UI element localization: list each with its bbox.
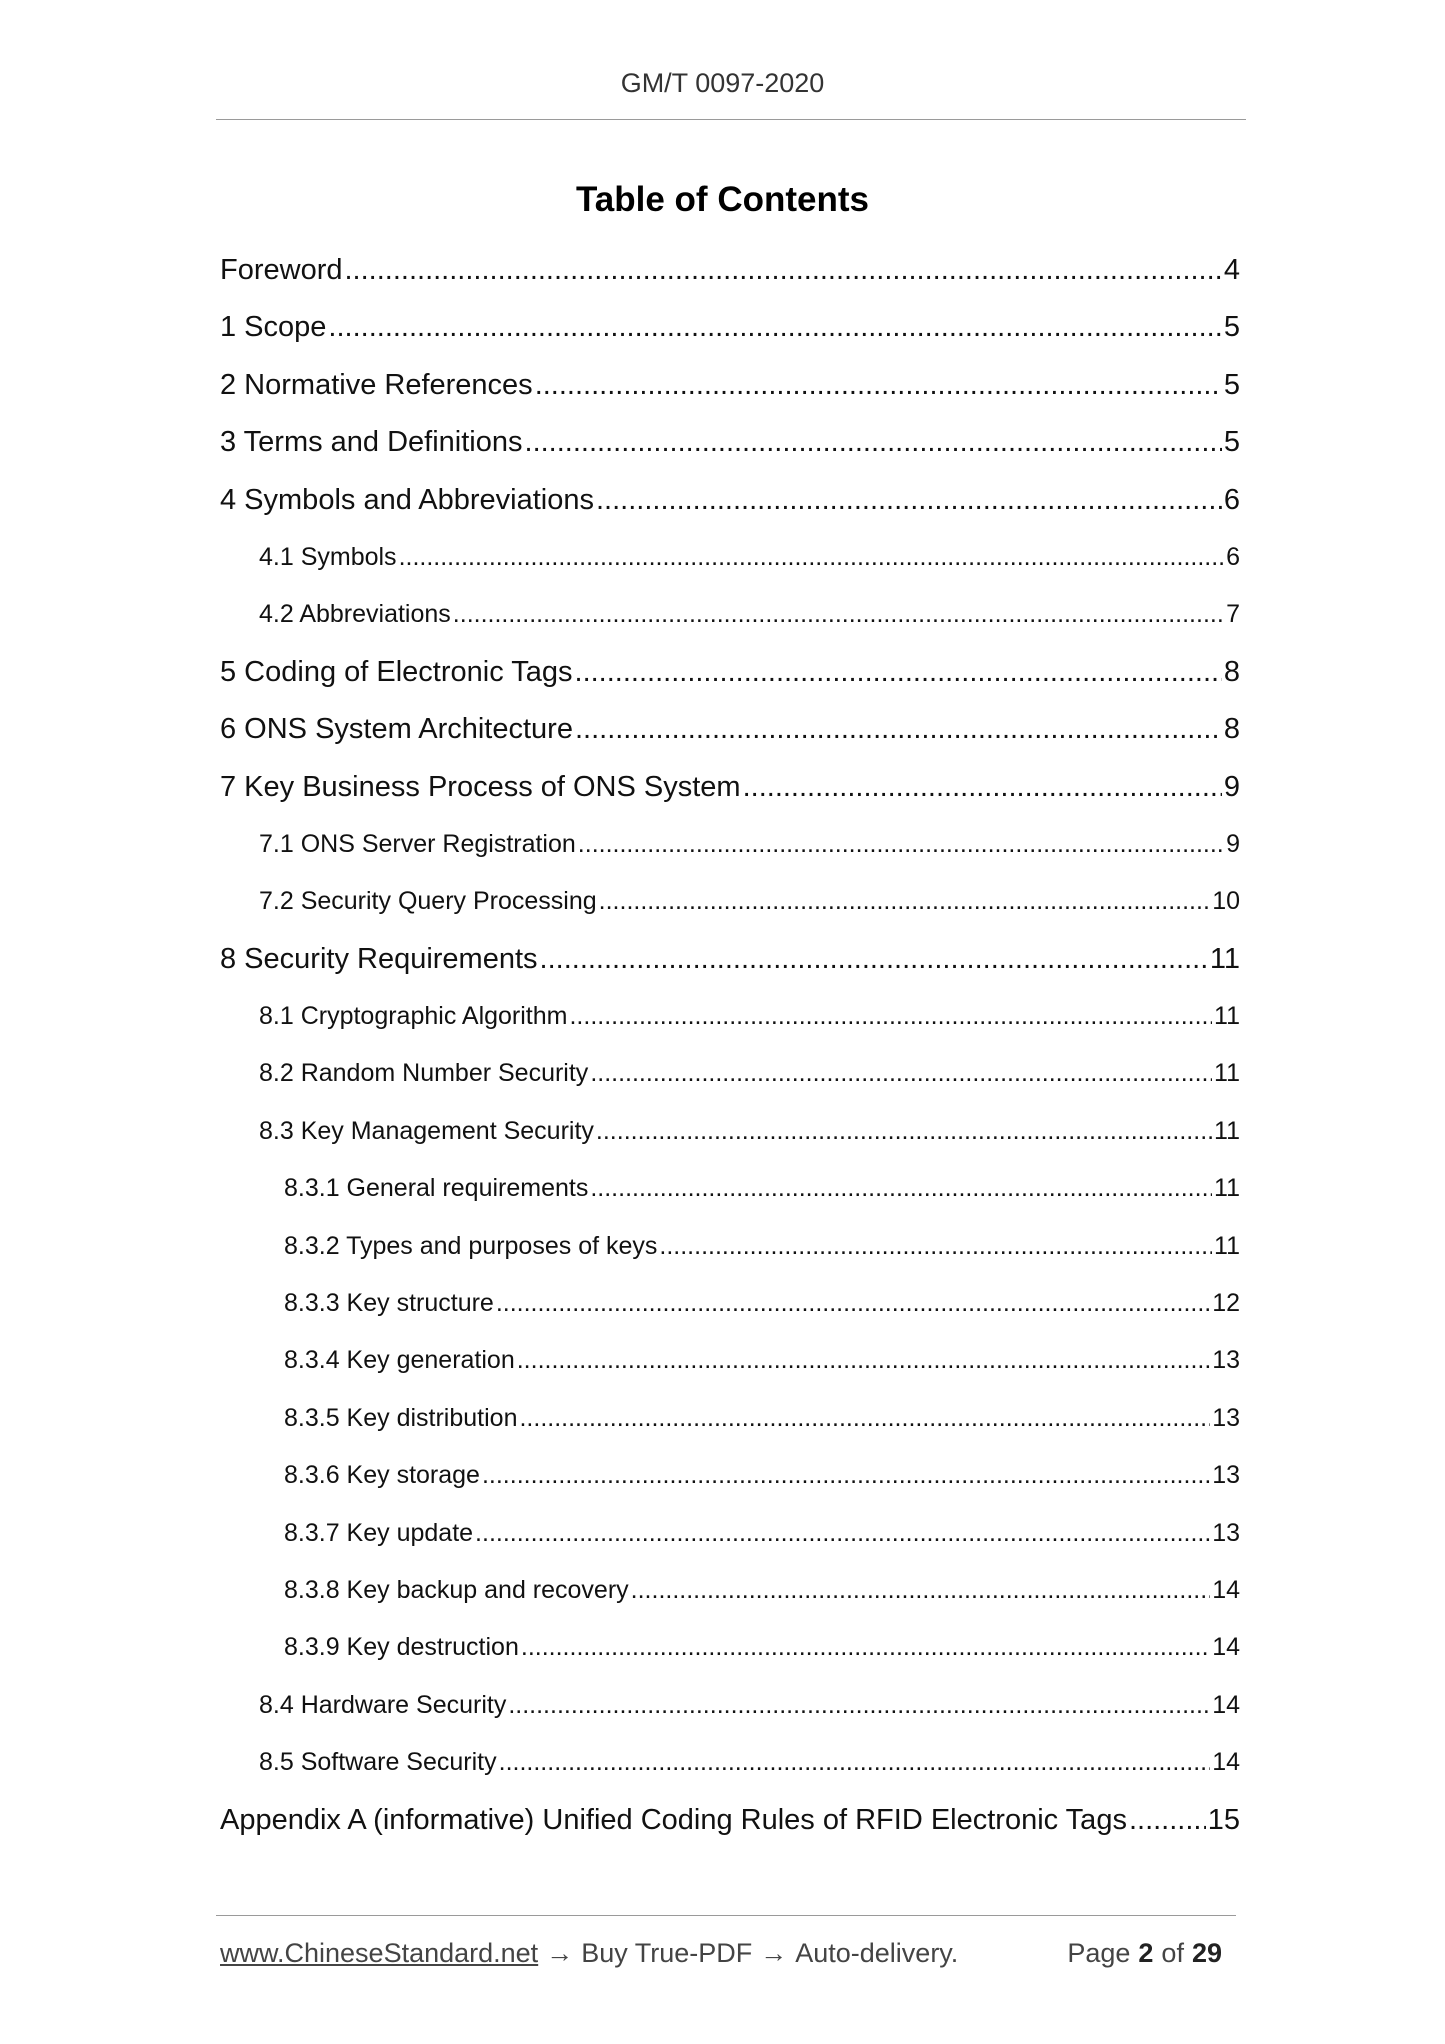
buy-true-pdf-text: Buy True-PDF — [581, 1938, 753, 1968]
toc-dot-leader — [519, 1396, 1210, 1440]
toc-entry-page-number: 4 — [1223, 254, 1240, 286]
header-divider — [216, 119, 1246, 120]
toc-entry[interactable] — [220, 1166, 1240, 1223]
toc-entry[interactable] — [220, 1224, 1240, 1281]
total-page-count: 29 — [1191, 1938, 1222, 1968]
toc-entry-label: 4.1 Symbols — [259, 542, 397, 571]
of-word: of — [1161, 1938, 1184, 1968]
toc-dot-leader — [743, 765, 1222, 809]
arrow-right-icon: → — [546, 1938, 574, 1968]
toc-entry-page-number: 14 — [1212, 1633, 1240, 1662]
page-word: Page — [1067, 1938, 1131, 1968]
toc-dot-leader — [525, 420, 1222, 464]
toc-dot-leader — [590, 1051, 1212, 1095]
toc-entry-label: 4.2 Abbreviations — [259, 600, 451, 629]
toc-entry-page-number: 14 — [1212, 1748, 1240, 1777]
toc-entry[interactable] — [220, 707, 1240, 764]
toc-dot-leader — [508, 1683, 1210, 1727]
toc-entry-label: 8.3.5 Key distribution — [284, 1403, 518, 1432]
toc-entry-label: 8.3.8 Key backup and recovery — [284, 1575, 629, 1604]
toc-entry[interactable] — [220, 1453, 1240, 1510]
toc-dot-leader — [569, 994, 1212, 1038]
toc-entry-label: 4 Symbols and Abbreviations — [220, 483, 594, 516]
toc-entry-page-number: 5 — [1223, 368, 1240, 401]
toc-entry-page-number: 11 — [1214, 1059, 1240, 1088]
toc-entry[interactable] — [220, 1625, 1240, 1682]
toc-entry-page-number: 6 — [1223, 483, 1240, 516]
footer-divider — [216, 1915, 1236, 1916]
toc-entry-label: 8.3.4 Key generation — [284, 1346, 515, 1375]
toc-dot-leader — [482, 1453, 1210, 1497]
toc-entry-page-number: 13 — [1212, 1403, 1240, 1432]
toc-entry[interactable] — [220, 937, 1240, 994]
toc-dot-leader — [345, 248, 1222, 292]
toc-entry-page-number: 8 — [1223, 655, 1240, 688]
toc-entry-page-number: 13 — [1212, 1346, 1240, 1375]
toc-dot-leader — [535, 363, 1222, 407]
toc-entry-label: Appendix A (informative) Unified Coding Rules of RFID Electronic Tags — [220, 1803, 1127, 1836]
toc-entry[interactable] — [220, 478, 1240, 535]
toc-dot-leader — [1129, 1798, 1206, 1842]
toc-entry[interactable] — [220, 592, 1240, 649]
toc-entry-page-number: 15 — [1207, 1803, 1240, 1836]
toc-dot-leader — [499, 1740, 1211, 1784]
toc-list — [220, 248, 1240, 1855]
toc-entry-page-number: 11 — [1209, 942, 1240, 975]
toc-entry[interactable] — [220, 822, 1240, 879]
toc-entry-page-number: 11 — [1214, 1002, 1240, 1031]
toc-entry-label: 8.3.9 Key destruction — [284, 1633, 519, 1662]
toc-entry-label: 8 Security Requirements — [220, 942, 538, 975]
toc-entry[interactable] — [220, 765, 1240, 822]
toc-entry-label: 5 Coding of Electronic Tags — [220, 655, 573, 688]
toc-entry-page-number: 11 — [1214, 1174, 1240, 1203]
toc-dot-leader — [521, 1625, 1210, 1669]
toc-entry-label: 8.4 Hardware Security — [259, 1690, 507, 1719]
toc-entry-page-number: 5 — [1223, 426, 1240, 459]
toc-entry-label: 8.3.3 Key structure — [284, 1289, 494, 1318]
toc-entry-label: 7.2 Security Query Processing — [259, 887, 597, 916]
toc-entry[interactable] — [220, 1396, 1240, 1453]
toc-dot-leader — [596, 478, 1222, 522]
toc-dot-leader — [328, 305, 1221, 349]
toc-entry-label: 7.1 ONS Server Registration — [259, 829, 576, 858]
toc-entry-page-number: 13 — [1212, 1461, 1240, 1490]
toc-entry-label: 7 Key Business Process of ONS System — [220, 770, 741, 803]
toc-dot-leader — [578, 822, 1224, 866]
toc-entry-page-number: 10 — [1212, 887, 1240, 916]
toc-dot-leader — [496, 1281, 1210, 1325]
toc-entry[interactable] — [220, 363, 1240, 420]
toc-dot-leader — [599, 879, 1211, 923]
toc-entry[interactable] — [220, 879, 1240, 936]
toc-dot-leader — [453, 592, 1224, 636]
toc-entry[interactable] — [220, 535, 1240, 592]
toc-entry-label: 8.3.6 Key storage — [284, 1461, 480, 1490]
toc-entry-page-number: 8 — [1223, 713, 1240, 746]
toc-entry[interactable] — [220, 1338, 1240, 1395]
toc-entry[interactable] — [220, 1281, 1240, 1338]
toc-entry-page-number: 9 — [1226, 829, 1240, 858]
toc-entry-page-number: 13 — [1212, 1518, 1240, 1547]
toc-entry-label: 3 Terms and Definitions — [220, 426, 523, 459]
toc-dot-leader — [596, 1109, 1212, 1153]
page-indicator — [1067, 1938, 1230, 1969]
current-page-number: 2 — [1138, 1938, 1154, 1968]
auto-delivery-text: Auto-delivery. — [795, 1938, 959, 1968]
toc-dot-leader — [399, 535, 1225, 579]
toc-entry[interactable] — [220, 1798, 1240, 1855]
toc-entry-page-number: 12 — [1212, 1289, 1240, 1318]
toc-entry[interactable] — [220, 1109, 1240, 1166]
toc-entry[interactable] — [220, 1511, 1240, 1568]
toc-entry[interactable] — [220, 248, 1240, 305]
toc-dot-leader — [659, 1224, 1212, 1268]
toc-entry-label: 8.2 Random Number Security — [259, 1059, 589, 1088]
toc-entry-page-number: 9 — [1223, 770, 1240, 803]
toc-entry-label: 6 ONS System Architecture — [220, 713, 573, 746]
toc-entry[interactable] — [220, 1051, 1240, 1108]
toc-dot-leader — [540, 937, 1208, 981]
toc-dot-leader — [575, 650, 1222, 694]
toc-entry[interactable] — [220, 420, 1240, 477]
toc-title: Table of Contents — [576, 180, 869, 219]
toc-dot-leader — [590, 1166, 1212, 1210]
toc-entry-page-number: 6 — [1226, 542, 1240, 571]
toc-entry[interactable] — [220, 1568, 1240, 1625]
toc-entry-label: 2 Normative References — [220, 368, 533, 401]
toc-entry-label: 8.3.1 General requirements — [284, 1174, 589, 1203]
toc-entry-label: 8.3.7 Key update — [284, 1518, 474, 1547]
toc-entry-page-number: 11 — [1214, 1231, 1240, 1260]
toc-entry-page-number: 5 — [1223, 311, 1240, 344]
toc-entry[interactable] — [220, 1683, 1240, 1740]
toc-entry[interactable] — [220, 1740, 1240, 1797]
toc-entry-page-number: 14 — [1212, 1575, 1240, 1604]
arrow-right-icon: → — [760, 1938, 788, 1968]
toc-entry[interactable] — [220, 650, 1240, 707]
page-footer — [220, 1938, 1230, 1969]
toc-entry[interactable] — [220, 305, 1240, 362]
toc-entry-label: 8.1 Cryptographic Algorithm — [259, 1002, 568, 1031]
toc-entry-page-number: 11 — [1214, 1116, 1240, 1145]
document-code-header: GM/T 0097-2020 — [620, 68, 825, 98]
toc-entry-page-number: 14 — [1212, 1690, 1240, 1719]
toc-entry-label: 8.3.2 Types and purposes of keys — [284, 1231, 658, 1260]
toc-dot-leader — [575, 707, 1222, 751]
toc-entry-label: 1 Scope — [220, 311, 327, 344]
toc-entry-label: Foreword — [220, 254, 343, 286]
toc-dot-leader — [475, 1511, 1210, 1555]
toc-entry[interactable] — [220, 994, 1240, 1051]
toc-entry-label: 8.3 Key Management Security — [259, 1116, 594, 1145]
toc-dot-leader — [631, 1568, 1211, 1612]
toc-entry-page-number: 7 — [1226, 600, 1240, 629]
toc-entry-label: 8.5 Software Security — [259, 1748, 497, 1777]
toc-dot-leader — [517, 1338, 1210, 1382]
website-link[interactable]: www.ChineseStandard.net — [220, 1938, 539, 1968]
